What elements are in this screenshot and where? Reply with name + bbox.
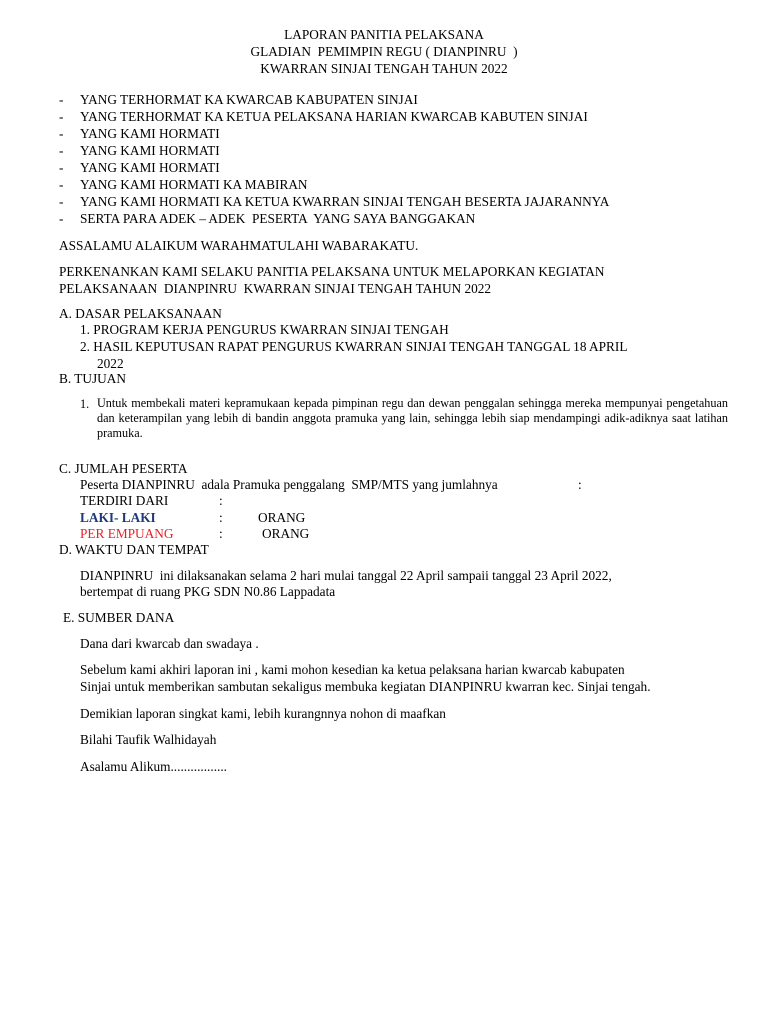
section-a-item: 1. PROGRAM KERJA PENGURUS KWARRAN SINJAI TENGAH [80, 322, 449, 337]
male-label: LAKI- LAKI [80, 510, 156, 525]
male-colon: : [219, 510, 223, 525]
funding-sentence: Dana dari kwarcab dan swadaya . [80, 636, 259, 651]
greeting-item: YANG KAMI HORMATI [80, 160, 220, 175]
greeting-bullet: - [59, 194, 64, 209]
greeting-bullet: - [59, 143, 64, 158]
greeting-bullet: - [59, 109, 64, 124]
section-b-item-number: 1. [80, 397, 90, 411]
greeting-bullet: - [59, 160, 64, 175]
report-subtitle-year: KWARRAN SINJAI TENGAH TAHUN 2022 [260, 61, 508, 76]
greeting-item: SERTA PARA ADEK – ADEK PESERTA YANG SAYA BANGGAKAN [80, 211, 476, 226]
report-subtitle: GLADIAN PEMIMPIN REGU ( DIANPINRU ) [250, 44, 518, 59]
greeting-item: YANG TERHORMAT KA KWARCAB KABUPATEN SINJAI [80, 92, 418, 107]
section-d-line: DIANPINRU ini dilaksanakan selama 2 hari mulai tanggal 22 April sampaii tanggal 23 April 2022, [80, 568, 612, 583]
section-a-item: 2. HASIL KEPUTUSAN RAPAT PENGURUS KWARRAN SINJAI TENGAH TANGGAL 18 APRIL [80, 339, 628, 354]
section-d-line: bertempat di ruang PKG SDN N0.86 Lappadata [80, 584, 336, 599]
female-colon: : [219, 526, 223, 541]
greeting-item: YANG KAMI HORMATI [80, 143, 220, 158]
greeting-bullet: - [59, 177, 64, 192]
greeting-bullet: - [59, 126, 64, 141]
blessing-line: Bilahi Taufik Walhidayah [80, 732, 217, 747]
section-c-title: C. JUMLAH PESERTA [59, 461, 188, 476]
greeting-bullet: - [59, 92, 64, 107]
section-d-title: D. WAKTU DAN TEMPAT [59, 542, 209, 557]
greeting-item: YANG TERHORMAT KA KETUA PELAKSANA HARIAN KWARCAB KABUTEN SINJAI [80, 109, 588, 124]
greeting-item: YANG KAMI HORMATI [80, 126, 220, 141]
section-a-item-continuation: 2022 [97, 356, 124, 371]
terdiri-colon: : [219, 493, 223, 508]
greeting-item: YANG KAMI HORMATI KA MABIRAN [80, 177, 308, 192]
participants-sentence: Peserta DIANPINRU adala Pramuka penggalang SMP/MTS yang jumlahnya [80, 477, 498, 492]
apology-line: Demikian laporan singkat kami, lebih kurangnnya nohon di maafkan [80, 706, 446, 721]
female-label: PER EMPUANG [80, 526, 174, 541]
terdiri-label: TERDIRI DARI [80, 493, 169, 508]
intro-line: PERKENANKAN KAMI SELAKU PANITIA PELAKSANA UNTUK MELAPORKAN KEGIATAN [59, 264, 605, 279]
female-count-unit: ORANG [262, 526, 310, 541]
greeting-bullet: - [59, 211, 64, 226]
male-count-unit: ORANG [258, 510, 306, 525]
closing-salam: Asalamu Alikum................. [80, 759, 227, 774]
section-b-paragraph: Untuk membekali materi kepramukaan kepada pimpinan regu dan dewan penggalan sehingga mereka mempunyai pengetahuan dan keterampilan yang lebih di bandin anggota pramuka yang lain, sehingga lebih siap mendampingi adik-adiknya saat latihan pramuka. [97, 396, 728, 440]
participants-colon: : [578, 477, 582, 492]
closing-line: Sebelum kami akhiri laporan ini , kami mohon kesedian ka ketua pelaksana harian kwarcab kabupaten [80, 662, 625, 677]
intro-line: PELAKSANAAN DIANPINRU KWARRAN SINJAI TENGAH TAHUN 2022 [59, 281, 492, 296]
opening-salam: ASSALAMU ALAIKUM WARAHMATULAHI WABARAKATU. [59, 238, 419, 253]
section-e-title: E. SUMBER DANA [63, 610, 175, 625]
report-title: LAPORAN PANITIA PELAKSANA [284, 27, 484, 42]
section-b-title: B. TUJUAN [59, 371, 126, 386]
section-a-title: A. DASAR PELAKSANAAN [59, 306, 222, 321]
greeting-item: YANG KAMI HORMATI KA KETUA KWARRAN SINJAI TENGAH BESERTA JAJARANNYA [80, 194, 610, 209]
closing-line: Sinjai untuk memberikan sambutan sekaligus membuka kegiatan DIANPINRU kwarran kec. Sinjai tengah. [80, 679, 651, 694]
